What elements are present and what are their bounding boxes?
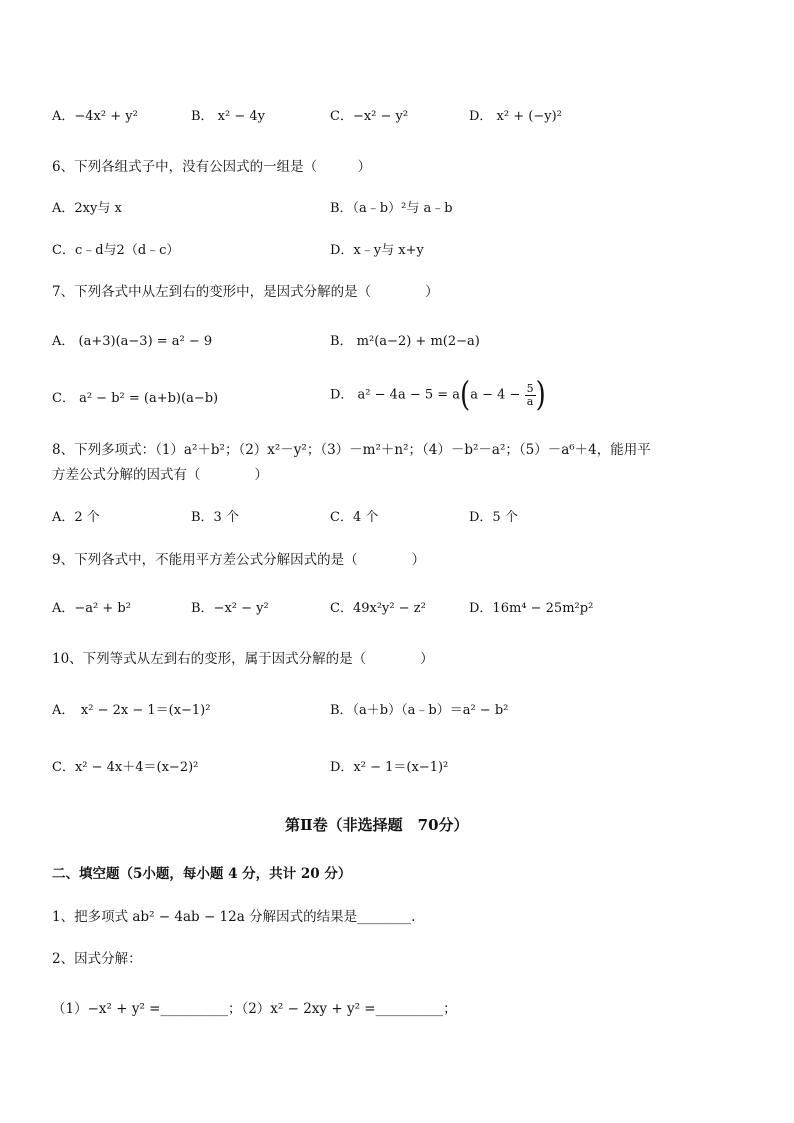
fraction (525, 383, 536, 408)
part2-title: 第Ⅱ卷（非选择题 70分） (285, 816, 469, 834)
fill-in-section-heading: 二、填空题（5小题，每小题 4 分，共计 20 分） (52, 866, 352, 882)
q9-option-a: A．−a² + b² (52, 601, 131, 616)
fraction-numerator: 5 (526, 381, 534, 395)
q6-option-b: B．（a﹣b）²与 a﹣b (330, 201, 453, 216)
q8-option-c: C．4 个 (330, 510, 379, 525)
q6-option-a: A．2xy与 x (52, 201, 122, 216)
q5-option-c: C．−x² − y² (330, 109, 409, 124)
q9-option-c: C．49x²y² − z² (330, 601, 426, 616)
q10-option-c: C．x² − 4x＋4＝(x−2)² (52, 760, 199, 775)
q7-option-d (330, 375, 546, 415)
right-paren: ) (535, 375, 546, 415)
q5-option-d: D． x² + (−y)² (469, 109, 562, 124)
q6-option-c: C．c﹣d与2（d﹣c） (52, 243, 180, 258)
left-paren: ( (460, 375, 471, 415)
fill-question-2-subparts: （1）−x² + y² =__________；（2）x² − 2xy + y² =__________； (52, 1001, 457, 1017)
q6-stem: 6、下列各组式子中，没有公因式的一组是（ ） (52, 159, 372, 175)
q7-stem: 7、下列各式中从左到右的变形中，是因式分解的是（ ） (52, 284, 439, 300)
q10-option-b: B．（a＋b）（a﹣b）＝a² − b² (330, 703, 509, 718)
q7-option-d-inner: a − 4 − (470, 387, 521, 403)
fraction-denominator: a (526, 394, 534, 408)
q5-option-b: B． x² − 4y (191, 109, 266, 124)
q7-option-d-prefix: D． a² − 4a − 5 = a (330, 387, 461, 403)
q10-option-d: D．x² − 1＝(x−1)² (330, 760, 449, 775)
q7-option-a: A． (a+3)(a−3) = a² − 9 (52, 334, 213, 349)
q5-option-a: A．−4x² + y² (52, 109, 138, 124)
q8-option-a: A．2 个 (52, 510, 100, 525)
q10-stem: 10、下列等式从左到右的变形，属于因式分解的是（ ） (52, 651, 434, 667)
fill-question-1: 1、把多项式 ab² − 4ab − 12a 分解因式的结果是________. (52, 909, 416, 925)
q9-option-b: B．−x² − y² (191, 601, 269, 616)
q9-option-d: D．16m⁴ − 25m²p² (469, 601, 594, 616)
q8-option-b: B．3 个 (191, 510, 239, 525)
q8-stem-line1: 8、下列多项式：（1）a²＋b²；（2）x²－y²；（3）－m²＋n²；（4）－b²－a²；（5）－a⁶＋4，能用平 (52, 442, 651, 458)
q8-option-d: D．5 个 (469, 510, 518, 525)
q10-option-a: A． x² − 2x − 1＝(x−1)² (52, 703, 211, 718)
q7-option-b: B． m²(a−2) + m(2−a) (330, 334, 480, 349)
q9-stem: 9、下列各式中，不能用平方差公式分解因式的是（ ） (52, 552, 426, 568)
q6-option-d: D．x﹣y与 x+y (330, 243, 424, 258)
fill-question-2: 2、因式分解： (52, 951, 142, 967)
q8-stem-line2: 方差公式分解的因式有（ ） (52, 467, 268, 483)
q7-option-c: C． a² − b² = (a+b)(a−b) (52, 391, 219, 406)
